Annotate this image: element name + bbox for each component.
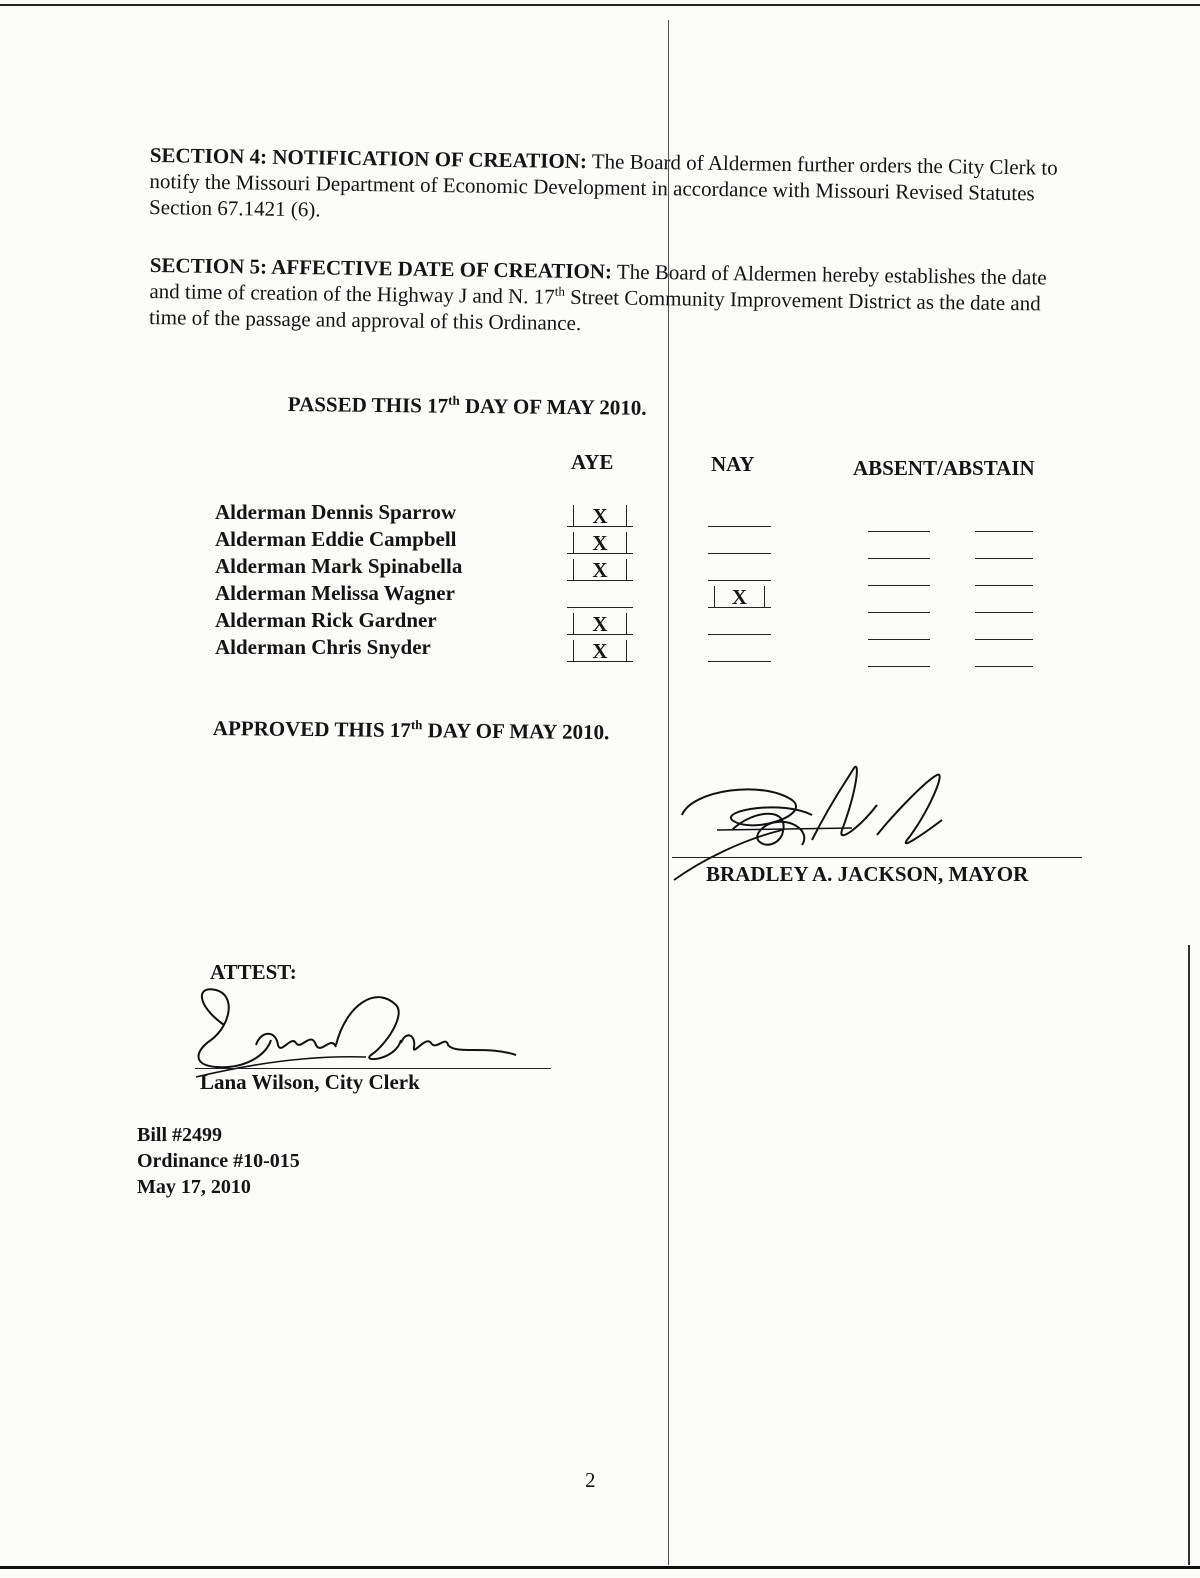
section-5-text-b: Street Community Improvement District as the date and time of the passage and approval of this Ordinance. <box>148 284 1041 336</box>
vote-cell-nay <box>708 557 771 583</box>
vote-cell-nay <box>708 530 771 556</box>
member-name: Alderman Chris Snyder <box>215 635 431 659</box>
scan-bottom-border <box>0 1566 1200 1569</box>
vote-cell-absent <box>975 589 1033 615</box>
vote-cell-absent <box>868 643 930 669</box>
vote-cell-absent <box>975 508 1033 534</box>
approved-prefix: APPROVED THIS 17 <box>212 716 411 743</box>
member-name: Alderman Eddie Campbell <box>215 527 457 551</box>
section-4-heading: SECTION 4: NOTIFICATION OF CREATION: <box>149 142 588 174</box>
vote-cell-absent <box>868 616 930 642</box>
passed-line <box>288 392 647 421</box>
vote-mark: X <box>592 612 608 636</box>
vote-cell-aye <box>567 584 633 610</box>
header-absent-abstain: ABSENT/ABSTAIN <box>853 456 1035 480</box>
page-number: 2 <box>585 1468 596 1492</box>
member-name: Alderman Mark Spinabella <box>215 554 463 578</box>
clerk-signature-line <box>195 1068 551 1069</box>
mayor-signature-line <box>672 857 1082 858</box>
clerk-name: Lana Wilson, City Clerk <box>200 1070 420 1094</box>
passed-suffix: DAY OF MAY 2010. <box>459 393 647 420</box>
section-5-superscript: th <box>554 283 566 299</box>
vote-cell-nay <box>708 638 771 664</box>
vote-cell-absent <box>975 616 1033 642</box>
approved-suffix: DAY OF MAY 2010. <box>422 718 610 745</box>
passed-prefix: PASSED THIS 17 <box>287 392 449 418</box>
vote-cell-aye <box>567 557 633 583</box>
section-5 <box>149 252 1070 343</box>
vote-mark: X <box>592 531 608 555</box>
vote-cell-absent <box>868 535 930 561</box>
vote-cell-absent <box>868 562 930 588</box>
vote-cell-nay <box>708 611 771 637</box>
header-nay: NAY <box>711 452 755 476</box>
vote-mark: X <box>592 558 608 582</box>
vote-cell-aye <box>567 638 633 664</box>
vote-cell-absent <box>868 589 930 615</box>
scan-right-edge <box>1188 945 1190 1565</box>
section-5-text-a: The Board of Aldermen hereby establishes the date and time of creation of the Highway J and N. 17 <box>149 259 1047 309</box>
scan-fold-line <box>668 20 669 1565</box>
attest-label: ATTEST: <box>210 960 297 984</box>
vote-cell-aye <box>567 503 633 529</box>
vote-mark: X <box>731 585 748 609</box>
section-4-text: The Board of Aldermen further orders the City Clerk to notify the Missouri Department of Economic Development in accordance with Missouri Revised Statutes Section 67.1421 (6). <box>148 149 1058 222</box>
vote-cell-nay <box>708 584 771 610</box>
member-name: Alderman Rick Gardner <box>215 608 437 632</box>
member-name: Alderman Dennis Sparrow <box>215 500 457 524</box>
vote-cell-absent <box>975 562 1033 588</box>
vote-cell-aye <box>567 611 633 637</box>
approved-superscript: th <box>410 717 423 733</box>
section-5-heading: SECTION 5: AFFECTIVE DATE OF CREATION: <box>149 252 613 284</box>
section-4 <box>149 142 1070 233</box>
header-aye: AYE <box>571 450 614 474</box>
vote-cell-nay <box>708 503 771 529</box>
ordinance-number: Ordinance #10-015 <box>137 1150 300 1172</box>
vote-mark: X <box>592 639 608 663</box>
vote-mark: X <box>592 504 608 528</box>
vote-cell-absent <box>868 508 930 534</box>
document-date: May 17, 2010 <box>137 1176 251 1198</box>
vote-cell-absent <box>975 643 1033 669</box>
member-name: Alderman Melissa Wagner <box>215 581 455 605</box>
vote-cell-aye <box>567 530 633 556</box>
scan-top-border <box>0 4 1200 6</box>
vote-cell-absent <box>975 535 1033 561</box>
passed-superscript: th <box>448 392 460 408</box>
mayor-name: BRADLEY A. JACKSON, MAYOR <box>706 862 1029 886</box>
bill-number: Bill #2499 <box>137 1124 223 1146</box>
approved-line <box>213 716 610 745</box>
